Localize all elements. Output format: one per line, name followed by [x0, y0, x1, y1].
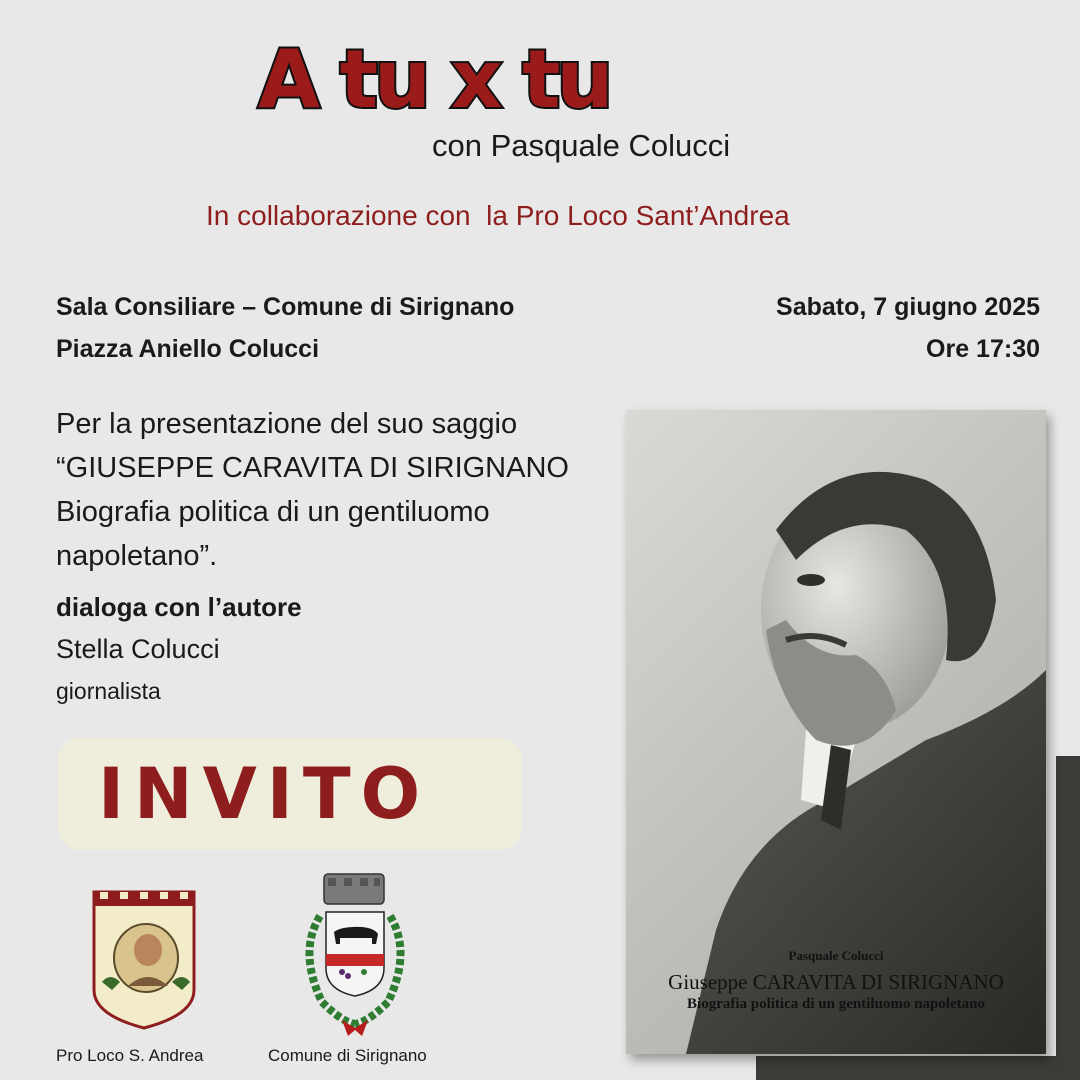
guest-name: Stella Colucci — [56, 634, 220, 664]
book-title: Giuseppe CARAVITA DI SIRIGNANO — [668, 970, 1004, 994]
book-author: Pasquale Colucci — [788, 948, 884, 963]
comune-label: Comune di Sirignano — [268, 1046, 427, 1065]
book-cover — [626, 410, 1046, 1054]
event-date: Sabato, 7 giugno 2025 — [776, 293, 1040, 321]
guest-intro: dialoga con l’autore — [56, 592, 302, 622]
book-subtitle: Biografia politica di un gentiluomo napoletano — [687, 996, 985, 1012]
description-line: napoletano”. — [56, 540, 218, 572]
event-subtitle: con Pasquale Colucci — [432, 128, 731, 163]
venue-name: Sala Consiliare – Comune di Sirignano — [56, 293, 515, 321]
description-line: “GIUSEPPE CARAVITA DI SIRIGNANO — [56, 452, 569, 484]
decorative-block — [1056, 756, 1080, 1080]
venue-address: Piazza Aniello Colucci — [56, 335, 320, 363]
collaboration-line: In collaborazione con la Pro Loco Sant’Andrea — [206, 200, 790, 231]
guest-role: giornalista — [56, 678, 161, 704]
decorative-block — [756, 1056, 1080, 1080]
comune-crest-icon — [292, 872, 422, 1040]
event-time: Ore 17:30 — [926, 335, 1040, 363]
invito-label: INVITO — [98, 753, 431, 835]
pro-loco-crest-icon — [92, 890, 196, 1030]
event-title: A tu x tu — [258, 33, 610, 126]
description-line: Biografia politica di un gentiluomo — [56, 496, 490, 528]
pro-loco-label: Pro Loco S. Andrea — [56, 1046, 204, 1065]
description-line: Per la presentazione del suo saggio — [56, 408, 518, 440]
